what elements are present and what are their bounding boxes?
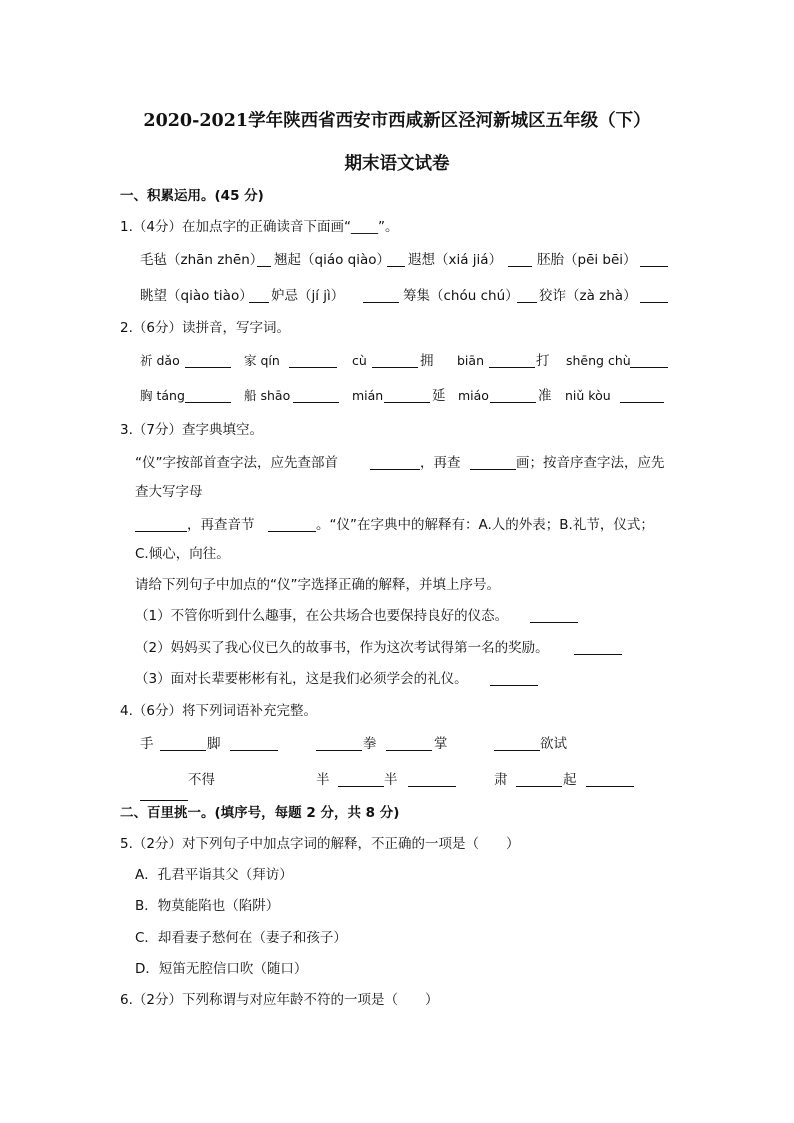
q1-item: 眺望（qiào tiào） — [140, 288, 253, 304]
answer-blank[interactable] — [574, 640, 622, 655]
q2-item: biān — [457, 353, 484, 368]
answer-blank[interactable] — [530, 608, 578, 623]
q2-item: niǔ kòu — [565, 388, 611, 403]
q3-sentence: （3）面对长辈要彬彬有礼，这是我们必须学会的礼仪。 — [135, 671, 468, 687]
exam-title-line2: 期末语文试卷 — [344, 154, 450, 174]
answer-blank[interactable] — [517, 288, 537, 303]
q3-text: C.倾心，向往。 — [135, 546, 230, 562]
answer-blank[interactable] — [140, 786, 188, 801]
q5-option-b[interactable]: B．物莫能陷也（陷阱） — [135, 898, 280, 914]
q2-item: mián — [352, 388, 384, 403]
q3-sentence: （2）妈妈买了我心仪已久的故事书，作为这次考试得第一名的奖励。 — [135, 640, 549, 656]
exam-title-line1: 2020-2021学年陕西省西安市西咸新区泾河新城区五年级（下） — [143, 111, 651, 131]
answer-blank[interactable] — [249, 288, 269, 303]
q1-item: 筹集（chóu chú） — [403, 288, 519, 304]
answer-blank[interactable] — [384, 388, 430, 403]
answer-blank[interactable] — [640, 252, 668, 267]
q4-char: 手 — [140, 736, 154, 752]
q4-char: 半 — [316, 772, 330, 788]
question-5-stem: 5.（2分）对下列句子中加点字词的解释，不正确的一项是（ ） — [120, 836, 520, 852]
section-heading-1: 一、积累运用。(45 分) — [120, 188, 264, 204]
q1-item: 狡诈（zà zhà） — [539, 288, 637, 304]
answer-blank[interactable] — [640, 288, 668, 303]
q4-char: 脚 — [207, 736, 221, 752]
q4-char: 掌 — [434, 736, 448, 752]
q2-item: 拥 — [420, 353, 434, 369]
answer-blank[interactable] — [387, 252, 405, 267]
q1-item: 毛毡（zhān zhēn） — [140, 252, 264, 268]
q2-item: 祈 dǎo — [140, 353, 180, 368]
question-4-stem: 4.（6分）将下列词语补充完整。 — [120, 703, 317, 719]
q3-text: ，再查音节 — [187, 517, 255, 533]
answer-blank[interactable] — [135, 517, 187, 532]
answer-blank[interactable] — [508, 252, 532, 267]
q5-option-a[interactable]: A．孔君平诣其父（拜访） — [135, 867, 293, 883]
answer-blank[interactable] — [372, 353, 418, 368]
answer-blank[interactable] — [316, 736, 362, 751]
q2-item: shēng chù — [566, 353, 631, 368]
q2-item: miáo — [458, 388, 489, 403]
q2-item: 家 qín — [244, 353, 280, 368]
answer-blank[interactable] — [408, 772, 456, 787]
question-1-stem: 1.（4分）在加点字的正确读音下面画“____”。 — [120, 219, 399, 235]
answer-blank[interactable] — [490, 671, 538, 686]
answer-blank[interactable] — [494, 736, 540, 751]
answer-blank[interactable] — [363, 288, 399, 303]
answer-blank[interactable] — [516, 772, 562, 787]
answer-blank[interactable] — [268, 517, 316, 532]
q5-option-c[interactable]: C．却看妻子愁何在（妻子和孩子） — [135, 930, 347, 946]
q4-char: 半 — [384, 772, 398, 788]
q4-char: 拳 — [363, 736, 377, 752]
answer-blank[interactable] — [620, 388, 664, 403]
answer-blank[interactable] — [257, 252, 271, 267]
q1-item: 妒忌（jí jì） — [271, 288, 345, 304]
q3-sentence: （1）不管你听到什么趣事，在公共场合也要保持良好的仪态。 — [135, 608, 509, 624]
q3-text: 画；按音序查字法，应先 — [516, 455, 665, 471]
question-6-stem: 6.（2分）下列称谓与对应年龄不符的一项是（ ） — [120, 992, 439, 1008]
q4-char: 肃 — [494, 772, 508, 788]
q5-option-d[interactable]: D．短笛无腔信口吹（随口） — [135, 961, 308, 977]
section-heading-2: 二、百里挑一。(填序号，每题 2 分，共 8 分) — [120, 805, 400, 821]
q2-item: 船 shāo — [244, 388, 291, 403]
q2-item: cù — [352, 353, 367, 368]
answer-blank[interactable] — [185, 353, 231, 368]
answer-blank[interactable] — [489, 353, 535, 368]
question-2-stem: 2.（6分）读拼音，写字词。 — [120, 320, 290, 336]
q3-text: ，再查 — [420, 455, 461, 471]
q3-text: 请给下列句子中加点的“仪”字选择正确的解释，并填上序号。 — [135, 577, 500, 593]
answer-blank[interactable] — [185, 388, 231, 403]
answer-blank[interactable] — [293, 388, 339, 403]
q4-char: 欲试 — [540, 736, 567, 752]
q3-text: “仪”字按部首查字法，应先查部首 — [135, 455, 338, 471]
q2-item: 延 — [432, 388, 446, 404]
answer-blank[interactable] — [586, 772, 634, 787]
answer-blank[interactable] — [490, 388, 536, 403]
answer-blank[interactable] — [370, 455, 420, 470]
answer-blank[interactable] — [386, 736, 432, 751]
q4-char: 起 — [563, 772, 577, 788]
answer-blank[interactable] — [338, 772, 384, 787]
answer-blank[interactable] — [160, 736, 206, 751]
q3-text: 查大写字母 — [135, 484, 203, 500]
q1-item: 遐想（xiá jiá） — [408, 252, 503, 268]
q4-char: 不得 — [188, 772, 215, 788]
answer-blank[interactable] — [630, 353, 668, 368]
q3-text: 。“仪”在字典中的解释有：A.人的外表；B.礼节，仪式； — [316, 517, 654, 533]
q1-item: 翘起（qiáo qiào） — [274, 252, 390, 268]
answer-blank[interactable] — [470, 455, 516, 470]
q2-item: 打 — [536, 353, 550, 369]
answer-blank[interactable] — [230, 736, 278, 751]
answer-blank[interactable] — [289, 353, 337, 368]
q1-item: 胚胎（pēi bēi） — [537, 252, 637, 268]
q2-item: 胸 táng — [140, 388, 185, 403]
question-3-stem: 3.（7分）查字典填空。 — [120, 422, 263, 438]
q2-item: 准 — [538, 388, 552, 404]
